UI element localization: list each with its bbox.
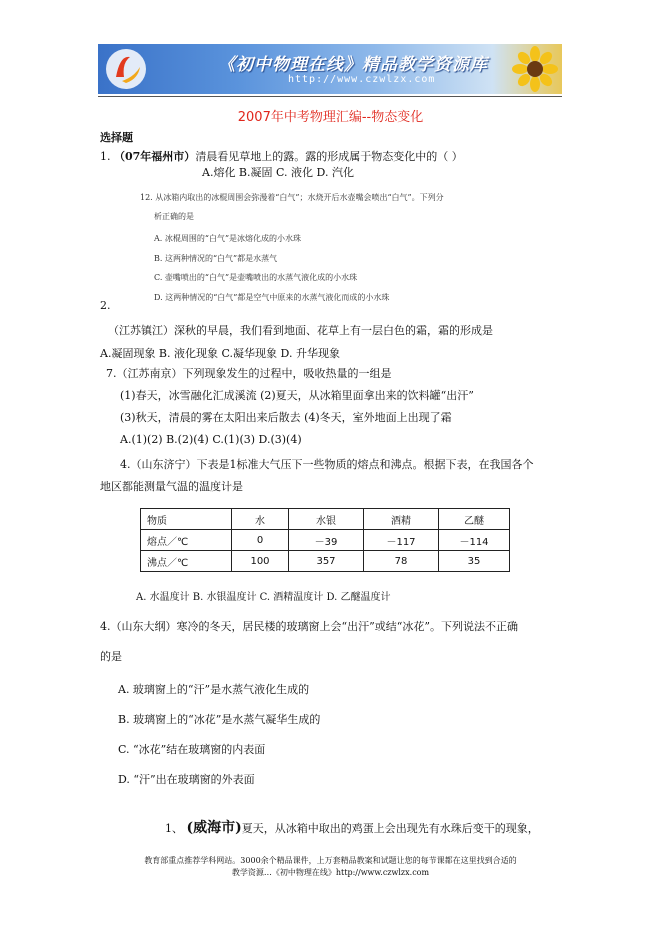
header-divider — [98, 96, 562, 97]
question-4b-option: C. “冰花”结在玻璃窗的内表面 — [118, 743, 266, 756]
question-4a-text: 4.（山东济宁）下表是1标准大气压下一些物质的熔点和沸点。根据下表，在我国各个 — [120, 458, 534, 471]
table-header-row — [141, 509, 510, 530]
scan-line: B. 这两种情况的“白气”都是水蒸气 — [154, 254, 278, 263]
table-row — [141, 530, 510, 551]
footer-line-1: 教育部重点推荐学科网站。3000余个精品课件，上万套精品教案和试题让您的每节课都在这里找到合适的 — [144, 856, 517, 865]
scan-line: A. 冰棍周围的“白气”是冰熔化成的小水珠 — [154, 234, 302, 243]
table-row — [141, 551, 510, 572]
site-banner — [98, 44, 562, 94]
table-cell: －39 — [289, 530, 364, 551]
question-4b-text-2: 的是 — [100, 650, 122, 663]
table-cell: －114 — [439, 530, 510, 551]
question-source: （07年福州市） — [114, 150, 196, 163]
question-4a-text-2: 地区都能测量气温的温度计是 — [100, 480, 243, 493]
scan-line: 析正确的是 — [154, 212, 194, 221]
question-2-text: （江苏镇江）深秋的早晨，我们看到地面、花草上有一层白色的霜，霜的形成是 — [108, 324, 493, 337]
table-header-cell: 物质 — [141, 509, 232, 530]
site-logo-icon — [104, 47, 148, 91]
question-4a-options: A. 水温度计 B. 水银温度计 C. 酒精温度计 D. 乙醚温度计 — [136, 592, 391, 603]
question-7-line: (3)秋天，清晨的雾在太阳出来后散去 (4)冬天，室外地面上出现了霜 — [120, 411, 452, 424]
table-header-cell: 水 — [232, 509, 289, 530]
page-title: 2007年中考物理汇编--物态变化 — [237, 110, 424, 125]
table-header-cell: 酒精 — [364, 509, 439, 530]
question-4b-option: D. “汗”出在玻璃窗的外表面 — [118, 773, 255, 786]
question-number: 1、 — [165, 822, 183, 835]
footer-line-2: 教学资源…《初中物理在线》http://www.czwlzx.com — [231, 868, 430, 877]
question-source: (威海市) — [186, 820, 242, 836]
table-cell: 35 — [439, 551, 510, 572]
scanned-question-image — [140, 193, 444, 303]
table-cell: 熔点／℃ — [141, 530, 232, 551]
table-cell: 沸点／℃ — [141, 551, 232, 572]
table-cell: 0 — [232, 530, 289, 551]
table-cell: 357 — [289, 551, 364, 572]
sunflower-icon — [512, 46, 558, 92]
question-1-options: A.熔化 B.凝固 C. 液化 D. 汽化 — [202, 166, 354, 179]
question-7-options: A.(1)(2) B.(2)(4) C.(1)(3) D.(3)(4) — [120, 433, 302, 446]
table-cell: 100 — [232, 551, 289, 572]
question-text: 夏天，从冰箱中取出的鸡蛋上会出现先有水珠后变干的现象， — [241, 822, 539, 835]
question-1 — [100, 150, 463, 164]
table-header-cell: 水银 — [289, 509, 364, 530]
banner-url[interactable]: http://www.czwlzx.com — [288, 74, 436, 85]
question-4b-option: A. 玻璃窗上的“汗”是水蒸气液化生成的 — [118, 683, 310, 696]
table-cell: －117 — [364, 530, 439, 551]
question-2-options: A.凝固现象 B. 液化现象 C.凝华现象 D. 升华现象 — [100, 347, 340, 360]
question-text: 清晨看见草地上的露。露的形成属于物态变化中的（ ） — [195, 150, 463, 163]
table-header-cell: 乙醚 — [439, 509, 510, 530]
question-7-line: (1)春天，冰雪融化汇成溪流 (2)夏天，从冰箱里面拿出来的饮料罐“出汗” — [120, 389, 474, 402]
melting-boiling-table — [140, 508, 510, 572]
section-heading: 选择题 — [100, 131, 133, 144]
scan-line: 12. 从冰箱内取出的冰棍周围会弥漫着“白气”；水烧开后水壶嘴会喷出“白气”。下列分 — [140, 193, 444, 202]
question-4b-option: B. 玻璃窗上的“冰花”是水蒸气凝华生成的 — [118, 713, 321, 726]
question-7-text: 7.（江苏南京）下列现象发生的过程中，吸收热量的一组是 — [106, 367, 392, 380]
scan-line: D. 这两种情况的“白气”都是空气中原来的水蒸气液化而成的小水珠 — [154, 293, 390, 302]
banner-title: 《初中物理在线》精品教学资源库 — [218, 55, 488, 75]
question-number: 1. — [100, 150, 111, 163]
question-2-number: 2. — [100, 299, 111, 312]
question-last — [165, 820, 539, 837]
question-4b-text: 4.（山东大纲）寒冷的冬天，居民楼的玻璃窗上会“出汗”或结“冰花”。下列说法不正确 — [100, 620, 518, 633]
scan-line: C. 壶嘴喷出的“白气”是壶嘴喷出的水蒸气液化成的小水珠 — [154, 273, 358, 282]
table-cell: 78 — [364, 551, 439, 572]
